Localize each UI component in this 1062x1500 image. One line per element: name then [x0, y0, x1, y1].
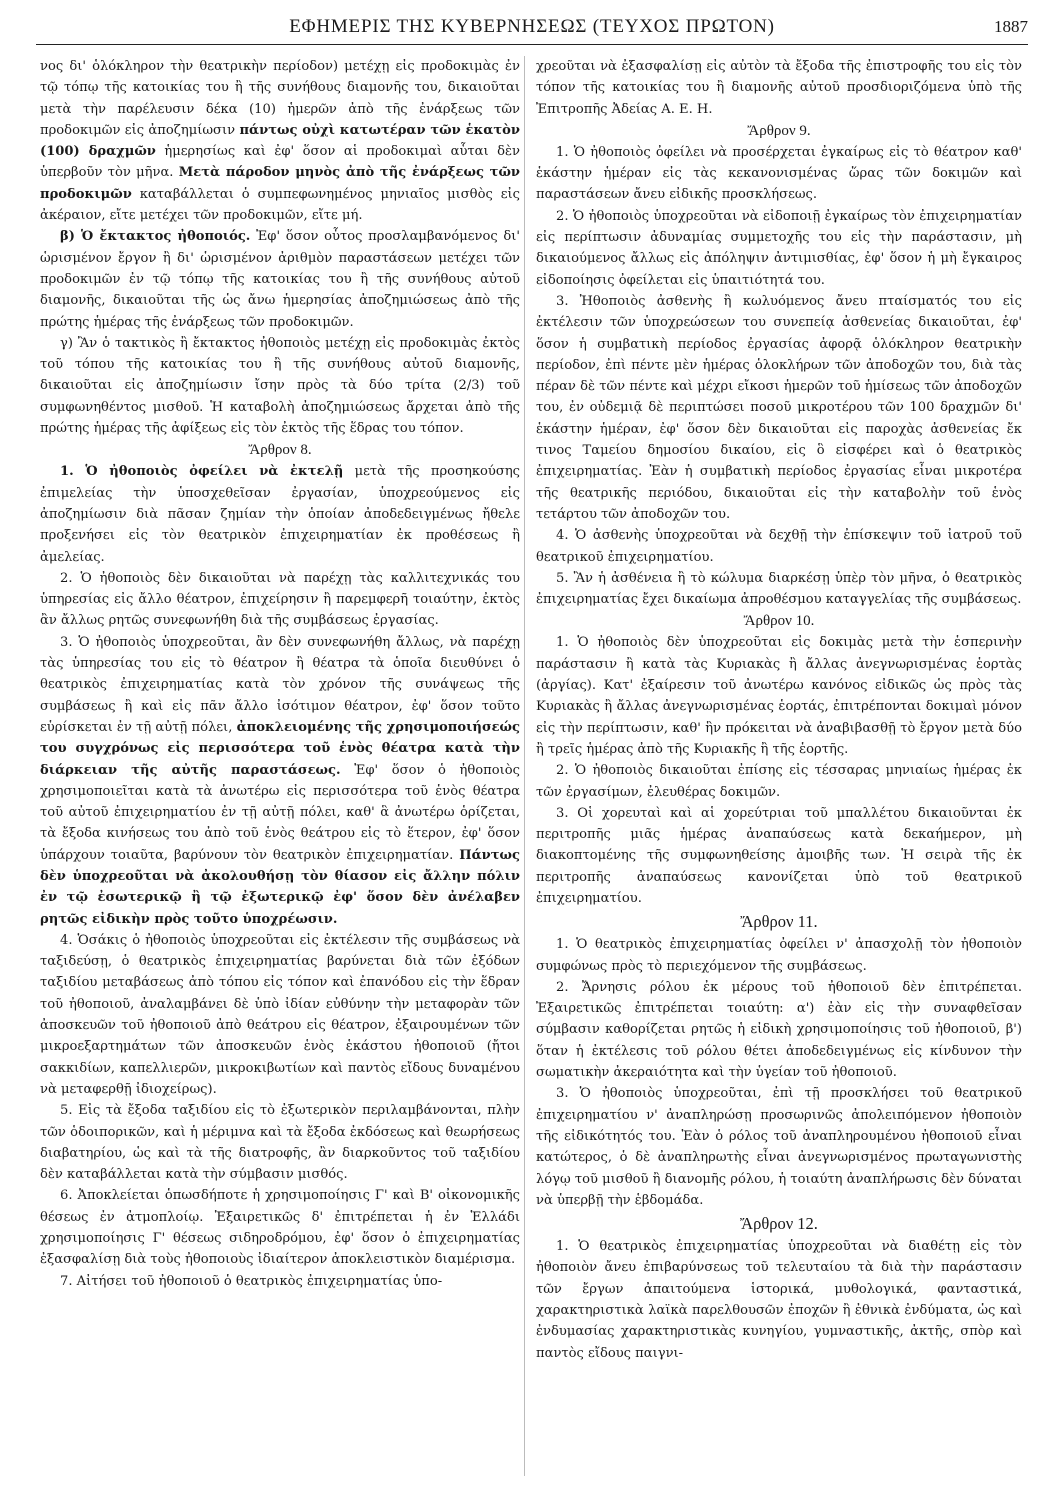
paragraph: 3. Ὁ ἠθοποιὸς ὑποχρεοῦται, ἂν δὲν συνεφωνήθη ἄλλως, νὰ παρέχῃ τὰς ὑπηρεσίας του εἰς τὸ θέατρον ἢ θέατρα τὰ ὁποῖα διευθύνει ὁ θεατρικὸς ἐπιχειρηματίας κατὰ τὸν χρόνον τῆς συνάψεως τῆς συμβάσεως ἢ καὶ εἰς πᾶν ἄλλο ἰσότιμον θέατρον, ἐφ' ὅσον τοῦτο εὑρίσκεται ἐν τῇ αὐτῇ πόλει, ἀποκλειομένης τῆς χρησιμοποιήσεώς του συγχρόνως εἰς περισσότερα τοῦ ἑνὸς θέατρα κατὰ τὴν διάρκειαν τῆς αὐτῆς παραστάσεως. Ἐφ' ὅσον ὁ ἠθοποιὸς χρησιμοποιεῖται κατὰ τὰ ἀνωτέρω εἰς περισσότερα τοῦ ἑνὸς θέατρα τοῦ αὐτοῦ ἐπιχειρηματίου ἐν τῇ αὐτῇ πόλει, καθ' ἃ ἀνωτέρω ὁρίζεται, τὰ ἔξοδα κινήσεως του ἀπὸ τοῦ ἑνὸς θεάτρου εἰς τὸ ἕτερον, ἐφ' ὅσον ὑπάρχουν τοιαῦτα, βαρύνουν τὸν θεατρικὸν ἐπιχειρηματίαν. Πάντως δὲν ὑποχρεοῦται νὰ ἀκολουθήσῃ τὸν θίασον εἰς ἄλλην πόλιν ἐν τῷ ἐσωτερικῷ ἢ τῷ ἐξωτερικῷ ἐφ' ὅσον δὲν ἀνέλαβεν ρητῶς εἰδικὴν πρὸς τοῦτο ὑποχρέωσιν. — [40, 634, 520, 927]
left-column — [40, 56, 520, 1292]
paragraph: 3. Ἠθοποιὸς ἀσθενὴς ἢ κωλυόμενος ἄνευ πταίσματός του εἰς ἐκτέλεσιν τῶν ὑποχρεώσεων του συνεπείᾳ ἀσθενείας δικαιοῦται, ἐφ' ὅσον ἡ συμβατικὴ περίοδος ἐργασίας ἀφορᾷ ὁλόκληρον θεατρικὴν περίοδον, ἐπὶ πέντε μὲν ἡμέρας ὁλοκλήρων τῶν ἀποδοχῶν του, διὰ τὰς πέραν δὲ τῶν πέντε καὶ μέχρι εἴκοσι ἡμερῶν τοῦ ἡμίσεως τῶν ἀποδοχῶν του, ἐν οὐδεμιᾷ δὲ περιπτώσει ποσοῦ μικροτέρου τῶν 100 δραχμῶν δι' ἑκάστην ἡμέραν, ἐφ' ὅσον δὲν δικαιοῦται εἰς παροχὰς ἀσθενείας ἔκ τινος Ταμείου δημοσίου δικαίου, εἰς ὃ εἰσφέρει καὶ ὁ θεατρικὸς ἐπιχειρηματίας. Ἐὰν ἡ συμβατικὴ περίοδος ἐργασίας εἶναι μικροτέρα τῆς θεατρικῆς περιόδου, δικαιοῦται εἰς τὴν καταβολὴν τοῦ ἑνὸς τετάρτου τῶν ἀποδοχῶν του. — [536, 293, 1022, 522]
gazette-title: ΕΦΗΜΕΡΙΣ ΤΗΣ ΚΥΒΕΡΝΗΣΕΩΣ (ΤΕΥΧΟΣ ΠΡΩΤΟΝ) — [289, 16, 775, 37]
paragraph: β) Ὁ ἔκτακτος ἠθοποιός. Ἐφ' ὅσον οὗτος προσλαμβανόμενος δι' ὡρισμένον ἔργον ἢ δι' ὡρισμένον ἀριθμὸν παραστάσεων μετέχει τῶν προδοκιμῶν ἐν τῷ τόπῳ τῆς κατοικίας του ἢ τῆς συνήθους αὐτοῦ διαμονῆς, δικαιοῦται τῆς ὡς ἄνω ἡμερησίας ἀποζημιώσεως ἀπὸ τῆς πρώτης ἡμέρας τῆς ἐνάρξεως τῶν προδοκιμῶν. — [40, 229, 521, 330]
paragraph: 6. Ἀποκλείεται ὁπωσδήποτε ἡ χρησιμοποίησις Γ' καὶ Β' οἰκονομικῆς θέσεως ἐν ἀτμοπλοίῳ. Ἐξαιρετικῶς δ' ἐπιτρέπεται ἡ ἐν Ἑλλάδι χρησιμοποίησις Γ' θέσεως σιδηροδρόμου, ἐφ' ὅσον ὁ ἐπιχειρηματίας ἐξασφαλίσῃ διὰ τοὺς ἠθοποιοὺς ἰδιαίτερον ἀποκλειστικὸν διαμέρισμα. — [40, 1188, 520, 1268]
paragraph: 2. Ἄρνησις ρόλου ἐκ μέρους τοῦ ἠθοποιοῦ δὲν ἐπιτρέπεται. Ἐξαιρετικῶς ἐπιτρέπεται τοιαύτη: α') ἐὰν εἰς τὴν συναφθεῖσαν σύμβασιν καθορίζεται ρητῶς ἡ εἰδικὴ χρησιμοποίησις τοῦ ἠθοποιοῦ, β') ὅταν ἡ ἐκτέλεσις τοῦ ρόλου θέτει ἀποδεδειγμένως εἰς κίνδυνον τὴν σωματικὴν ἀκεραιότητα καὶ τὴν ὑγείαν τοῦ ἠθοποιοῦ. — [536, 979, 1022, 1081]
paragraph: 1. Ὁ ἠθοποιὸς δὲν ὑποχρεοῦται εἰς δοκιμὰς μετὰ τὴν ἑσπερινὴν παράστασιν ἢ κατὰ τὰς Κυριακὰς ἢ ἄλλας ἀνεγνωρισμένας ἑορτὰς (ἀργίας). Κατ' ἐξαίρεσιν τοῦ ἀνωτέρω κανόνος εἰδικῶς ὡς πρὸς τὰς Κυριακὰς ἢ ἄλλας ἀνεγνωρισμένας ἑορτάς, ἐπιτρέπονται δοκιμαὶ μόνον εἰς τὴν περίπτωσιν, καθ' ἣν πρόκειται νὰ ἀναβιβασθῇ τὸ ἔργον μετὰ δύο ἢ τρεῖς ἡμέρας ἀπὸ τῆς Κυριακῆς ἢ τῆς ἑορτῆς. — [536, 635, 1022, 757]
page-number: 1887 — [994, 17, 1028, 36]
paragraph: 1. Ὁ ἠθοποιὸς ὀφείλει νὰ ἐκτελῇ μετὰ τῆς προσηκούσης ἐπιμελείας τὴν ὑποσχεθεῖσαν ἐργασίαν, ὑποχρεούμενος εἰς ἀποζημίωσιν διὰ πᾶσαν ζημίαν τὴν ὁποίαν ἀποδεδειγμένως ἤθελε προξενήσει εἰς τὸν θεατρικὸν ἐπιχειρηματίαν ἐκ προθέσεως ἢ ἀμελείας. — [40, 464, 520, 565]
paragraph: γ) Ἂν ὁ τακτικὸς ἢ ἔκτακτος ἠθοποιὸς μετέχῃ εἰς προδοκιμὰς ἐκτὸς τοῦ τόπου τῆς κατοικίας του ἢ τῆς συνήθους αὐτοῦ διαμονῆς, δικαιοῦται εἰς ἀποζημίωσιν ἴσην πρὸς τὰ δύο τρίτα (2/3) τοῦ συμφωνηθέντος μισθοῦ. Ἡ καταβολὴ ἀποζημιώσεως ἄρχεται ἀπὸ τῆς πρώτης ἡμέρας τῆς ἀφίξεως εἰς τὸν ἐκτὸς τῆς ἕδρας του τόπον. — [40, 335, 520, 437]
column-divider — [524, 56, 525, 1476]
paragraph: 7. Αἰτήσει τοῦ ἠθοποιοῦ ὁ θεατρικὸς ἐπιχειρηματίας ὑπο- — [60, 1273, 443, 1289]
article-9-heading: Ἄρθρον 9. — [747, 122, 811, 139]
paragraph: 2. Ὁ ἠθοποιὸς ὑποχρεοῦται νὰ εἰδοποιῇ ἐγκαίρως τὸν ἐπιχειρηματίαν εἰς περίπτωσιν ἀδυναμίας συμμετοχῆς του εἰς τὴν παράστασιν, μὴ δικαιούμενος ἄλλως εἰς ἀπόληψιν ἀντιμισθίας, ἐφ' ὅσον ἡ μὴ ἔγκαιρος εἰδοποίησις ὀφείλεται εἰς ὑπαιτιότητά του. — [536, 208, 1022, 288]
paragraph: 1. Ὁ θεατρικὸς ἐπιχειρηματίας ὀφείλει ν' ἀπασχολῇ τὸν ἠθοποιὸν συμφώνως πρὸς τὸ περιεχόμενον τῆς συμβάσεως. — [536, 937, 1022, 974]
right-column — [536, 56, 1022, 1364]
article-12-heading: Ἄρθρον 12. — [740, 1214, 818, 1234]
article-10-heading: Ἄρθρον 10. — [743, 613, 815, 630]
paragraph: 1. Ὁ ἠθοποιὸς ὀφείλει νὰ προσέρχεται ἐγκαίρως εἰς τὸ θέατρον καθ' ἑκάστην ἡμέραν εἰς τὰς κεκανονισμένας ὥρας τῶν δοκιμῶν καὶ παραστάσεων ἄνευ εἰδικῆς προσκλήσεως. — [536, 144, 1022, 203]
paragraph: 5. Ἂν ἡ ἀσθένεια ἢ τὸ κώλυμα διαρκέσῃ ὑπὲρ τὸν μῆνα, ὁ θεατρικὸς ἐπιχειρηματίας ἔχει δικαίωμα ἀπροθέσμου καταγγελίας τῆς συμβάσεως. — [536, 570, 1022, 608]
paragraph: χρεοῦται νὰ ἐξασφαλίσῃ εἰς αὐτὸν τὰ ἔξοδα τῆς ἐπιστροφῆς του εἰς τὸν τόπον τῆς κατοικίας του ἢ διαμονῆς αὐτοῦ προσδιοριζόμενα ὑπὸ τῆς Ἐπιτροπῆς Ἀδείας Α. Ε. Η. — [536, 59, 1022, 117]
article-11-heading: Ἄρθρον 11. — [740, 912, 818, 932]
page-header — [36, 12, 1028, 45]
paragraph: 2. Ὁ ἠθοποιὸς δὲν δικαιοῦται νὰ παρέχῃ τὰς καλλιτεχνικάς του ὑπηρεσίας εἰς ἄλλο θέατρον, ἐπιχείρησιν ἢ παρεμφερῆ τοιαύτην, ἐκτὸς ἂν ἄλλως ρητῶς συνεφωνήθη διὰ τῆς συμβάσεως ἐργασίας. — [40, 570, 520, 629]
paragraph: 4. Ὁσάκις ὁ ἠθοποιὸς ὑποχρεοῦται εἰς ἐκτέλεσιν τῆς συμβάσεως νὰ ταξιδεύσῃ, ὁ θεατρικὸς ἐπιχειρηματίας βαρύνεται διὰ τῶν ἐξόδων ταξιδίου μεταβάσεως ἀπὸ τόπου εἰς τόπον καὶ ἐπανόδου εἰς τὴν ἕδραν τοῦ ἠθοποιοῦ, ἀναλαμβάνει δὲ ὑπὸ ἰδίαν εὐθύνην τὴν μεταφορὰν τῶν ἀποσκευῶν τοῦ ἠθοποιοῦ ἀπὸ θεάτρου εἰς θέατρον, ἐξαιρουμένων τῶν μικροεξαρτημάτων τῶν ἀποσκευῶν ἑνὸς ἑκάστου ἠθοποιοῦ (ἤτοι σακκιδίων, καπελλιερῶν, μικροκιβωτίων καὶ παντὸς εἴδους δυναμένου νὰ μεταφερθῇ ἰδιοχείρως). — [40, 932, 520, 1097]
paragraph: νος δι' ὁλόκληρον τὴν θεατρικὴν περίοδον) μετέχῃ εἰς προδοκιμὰς ἐν τῷ τόπῳ τῆς κατοικίας του ἢ τῆς συνήθους διαμονῆς του, δικαιοῦται μετὰ τὴν παρέλευσιν δέκα (10) ἡμερῶν ἀπὸ τῆς ἐνάρξεως τῶν προδοκιμῶν εἰς ἀποζημίωσιν πάντως οὐχὶ κατωτέραν τῶν ἑκατὸν (100) δραχμῶν ἡμερησίως καὶ ἐφ' ὅσον αἱ προδοκιμαὶ αὗται δὲν ὑπερβοῦν τὸν μῆνα. Μετὰ πάροδον μηνὸς ἀπὸ τῆς ἐνάρξεως τῶν προδοκιμῶν καταβάλλεται ὁ συμπεφωνημένος μηνιαῖος μισθὸς εἰς ἀκέραιον, εἴτε μετέχει τῶν προδοκιμῶν, εἴτε μή. — [40, 59, 521, 224]
paragraph: 1. Ὁ θεατρικὸς ἐπιχειρηματίας ὑποχρεοῦται νὰ διαθέτῃ εἰς τὸν ἠθοποιὸν ἄνευ ἐπιβαρύνσεως τοῦ τελευταίου τὰ διὰ τὴν παράστασιν τῶν ἔργων ἀπαιτούμενα ἱστορικά, μυθολογικά, φανταστικά, χαρακτηριστικὰ λαϊκὰ παρελθουσῶν ἐποχῶν ἢ ἐθνικὰ ἐνδύματα, ὡς καὶ ἐνδυμασίας χαρακτηριστικὰς κυνηγίου, γυμναστικῆς, ἀκτῆς, σπὸρ καὶ παντὸς εἴδους παιγνι- — [536, 1239, 1022, 1361]
paragraph: 3. Ὁ ἠθοποιὸς ὑποχρεοῦται, ἐπὶ τῇ προσκλήσει τοῦ θεατρικοῦ ἐπιχειρηματίου ν' ἀναπληρώσῃ προσωρινῶς ἀπολειπόμενον ἠθοποιὸν τῆς εἰδικότητός του. Ἐὰν ὁ ρόλος τοῦ ἀναπληρουμένου ἠθοποιοῦ εἶναι κατώτερος, ὁ δὲ ἀναπληρωτὴς εἶναι ἀνεγνωρισμένος πρωταγωνιστὴς λόγῳ τοῦ μισθοῦ ἢ διανομῆς ρόλου, ἡ τοιαύτη ἀναπλήρωσις δὲν δύναται νὰ ὑπερβῇ τὴν ἑβδομάδα. — [536, 1086, 1022, 1208]
paragraph: 4. Ὁ ἀσθενὴς ὑποχρεοῦται νὰ δεχθῇ τὴν ἐπίσκεψιν τοῦ ἰατροῦ τοῦ θεατρικοῦ ἐπιχειρηματίου. — [536, 528, 1022, 565]
article-8-heading: Ἄρθρον 8. — [248, 442, 312, 459]
paragraph: 3. Οἱ χορευταὶ καὶ αἱ χορεύτριαι τοῦ μπαλλέτου δικαιοῦνται ἐκ περιτροπῆς μιᾶς ἡμέρας ἀναπαύσεως κατὰ δεκαήμερον, μὴ διακοπτομένης τῆς συμφωνηθείσης ἀμοιβῆς των. Ἡ σειρὰ τῆς ἐκ περιτροπῆς ἀναπαύσεως κανονίζεται ὑπὸ τοῦ θεατρικοῦ ἐπιχειρηματίου. — [536, 805, 1022, 906]
paragraph: 5. Εἰς τὰ ἔξοδα ταξιδίου εἰς τὸ ἐξωτερικὸν περιλαμβάνονται, πλὴν τῶν ὁδοιπορικῶν, καὶ ἡ μέριμνα καὶ τὰ ἔξοδα ἐκδόσεως καὶ θεωρήσεως διαβατηρίου, ὡς καὶ τὰ τῆς διατροφῆς, ἂν διαρκοῦντος τοῦ ταξιδίου δὲν καταβάλλεται κατὰ τὴν σύμβασιν μισθός. — [40, 1103, 520, 1183]
paragraph: 2. Ὁ ἠθοποιὸς δικαιοῦται ἐπίσης εἰς τέσσαρας μηνιαίως ἡμέρας ἐκ τῶν ἐργασίμων, ἐλευθέρας δοκιμῶν. — [536, 763, 1022, 800]
